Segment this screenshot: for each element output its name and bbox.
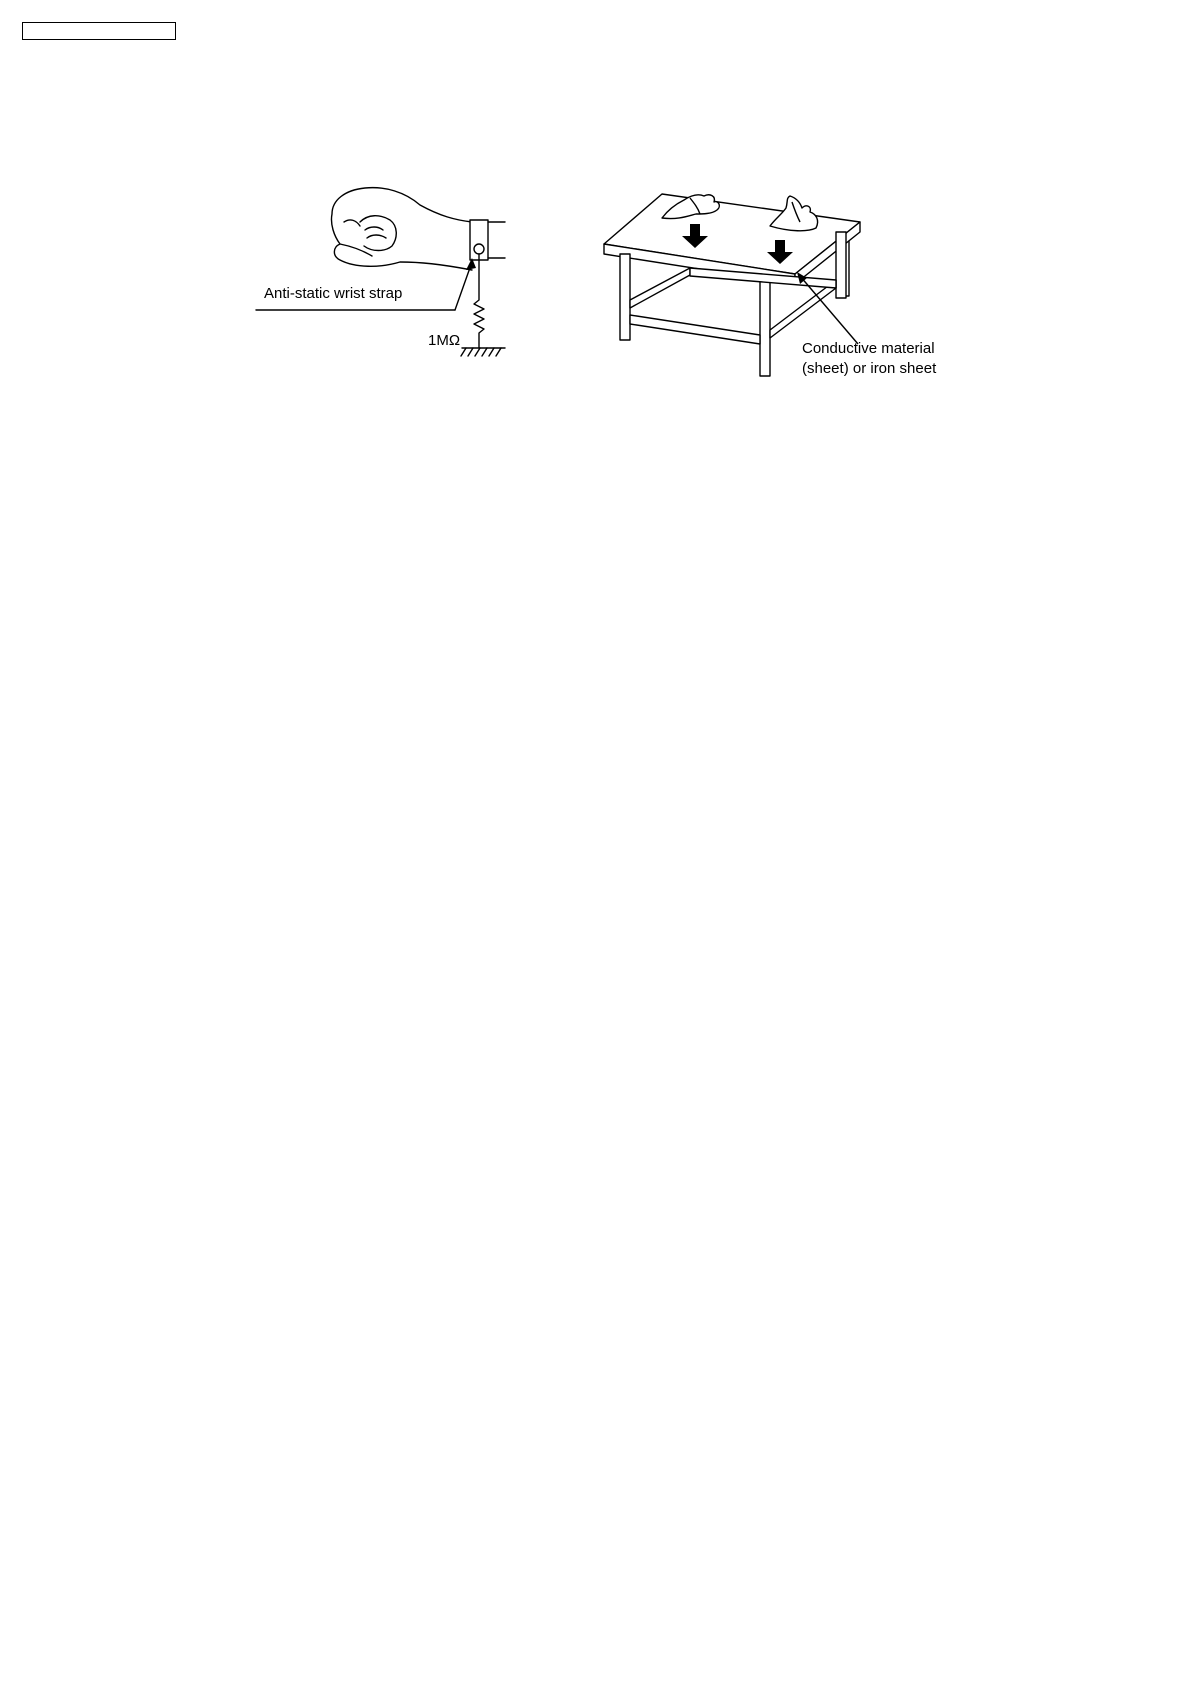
surface-label-line2: (sheet) or iron sheet (802, 360, 937, 377)
wrist-strap-figure (256, 188, 505, 356)
resistor-label: 1MΩ (428, 332, 461, 349)
surface-label-line1: Conductive material (802, 340, 935, 357)
strap-label: Anti-static wrist strap (264, 285, 403, 302)
ground-cord (474, 254, 484, 348)
hand-fist-icon (331, 188, 472, 270)
